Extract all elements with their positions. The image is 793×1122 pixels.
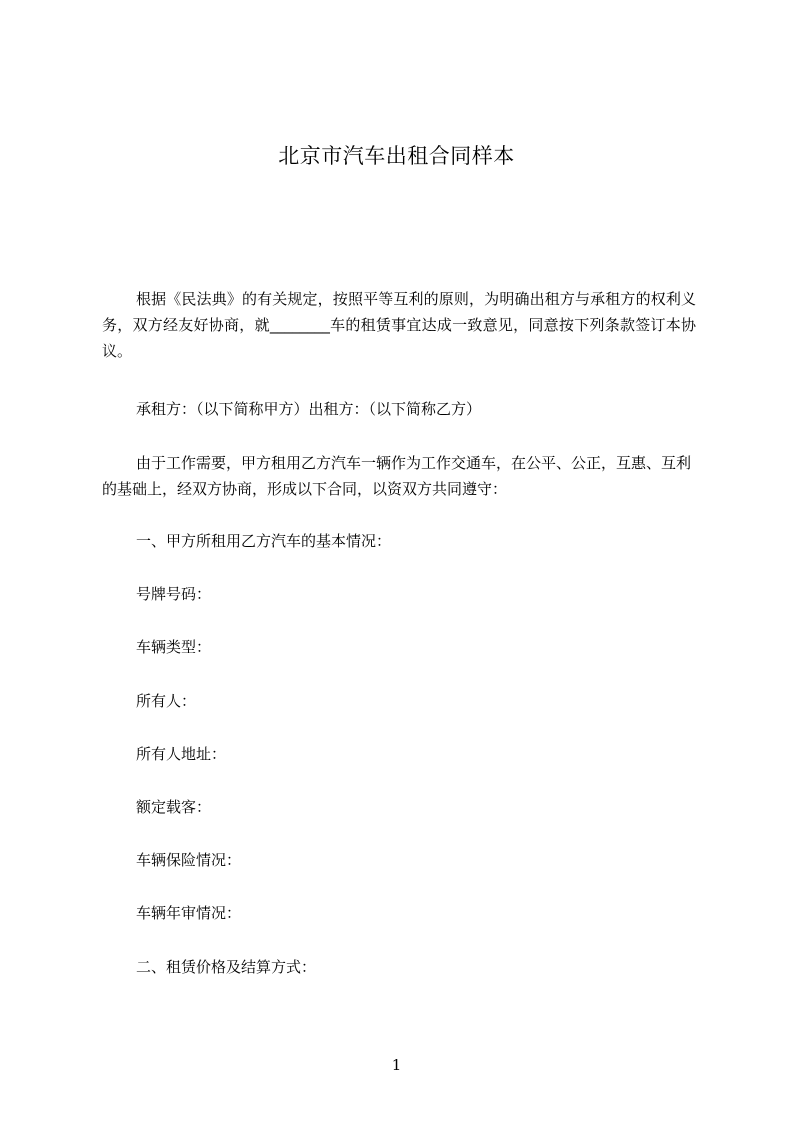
field-vehicle-type: 车辆类型： [136, 638, 212, 656]
document-title: 北京市汽车出租合同样本 [278, 144, 515, 168]
field-plate-number: 号牌号码： [136, 585, 212, 603]
field-seat-capacity: 额定载客： [136, 798, 212, 816]
intro-paragraph: 根据《民法典》的有关规定，按照平等互利的原则，为明确出租方与承租方的权利义务，双方经友好协商，就________车的租赁事宜达成一致意见，同意按下列条款签订本协议。 [102, 290, 696, 360]
field-owner: 所有人： [136, 692, 197, 710]
purpose-paragraph: 由于工作需要，甲方租用乙方汽车一辆作为工作交通车，在公平、公正，互惠、互利的基础上，经双方协商，形成以下合同，以资双方共同遵守： [102, 454, 692, 498]
section-1-heading: 一、甲方所租用乙方汽车的基本情况： [136, 532, 392, 550]
field-annual-inspection: 车辆年审情况： [136, 904, 242, 922]
parties-line: 承租方：（以下简称甲方）出租方：（以下简称乙方） [136, 400, 482, 418]
section-2-heading: 二、租赁价格及结算方式： [136, 958, 317, 976]
page-number: 1 [391, 1056, 402, 1074]
field-insurance: 车辆保险情况： [136, 851, 242, 869]
field-owner-address: 所有人地址： [136, 745, 227, 763]
